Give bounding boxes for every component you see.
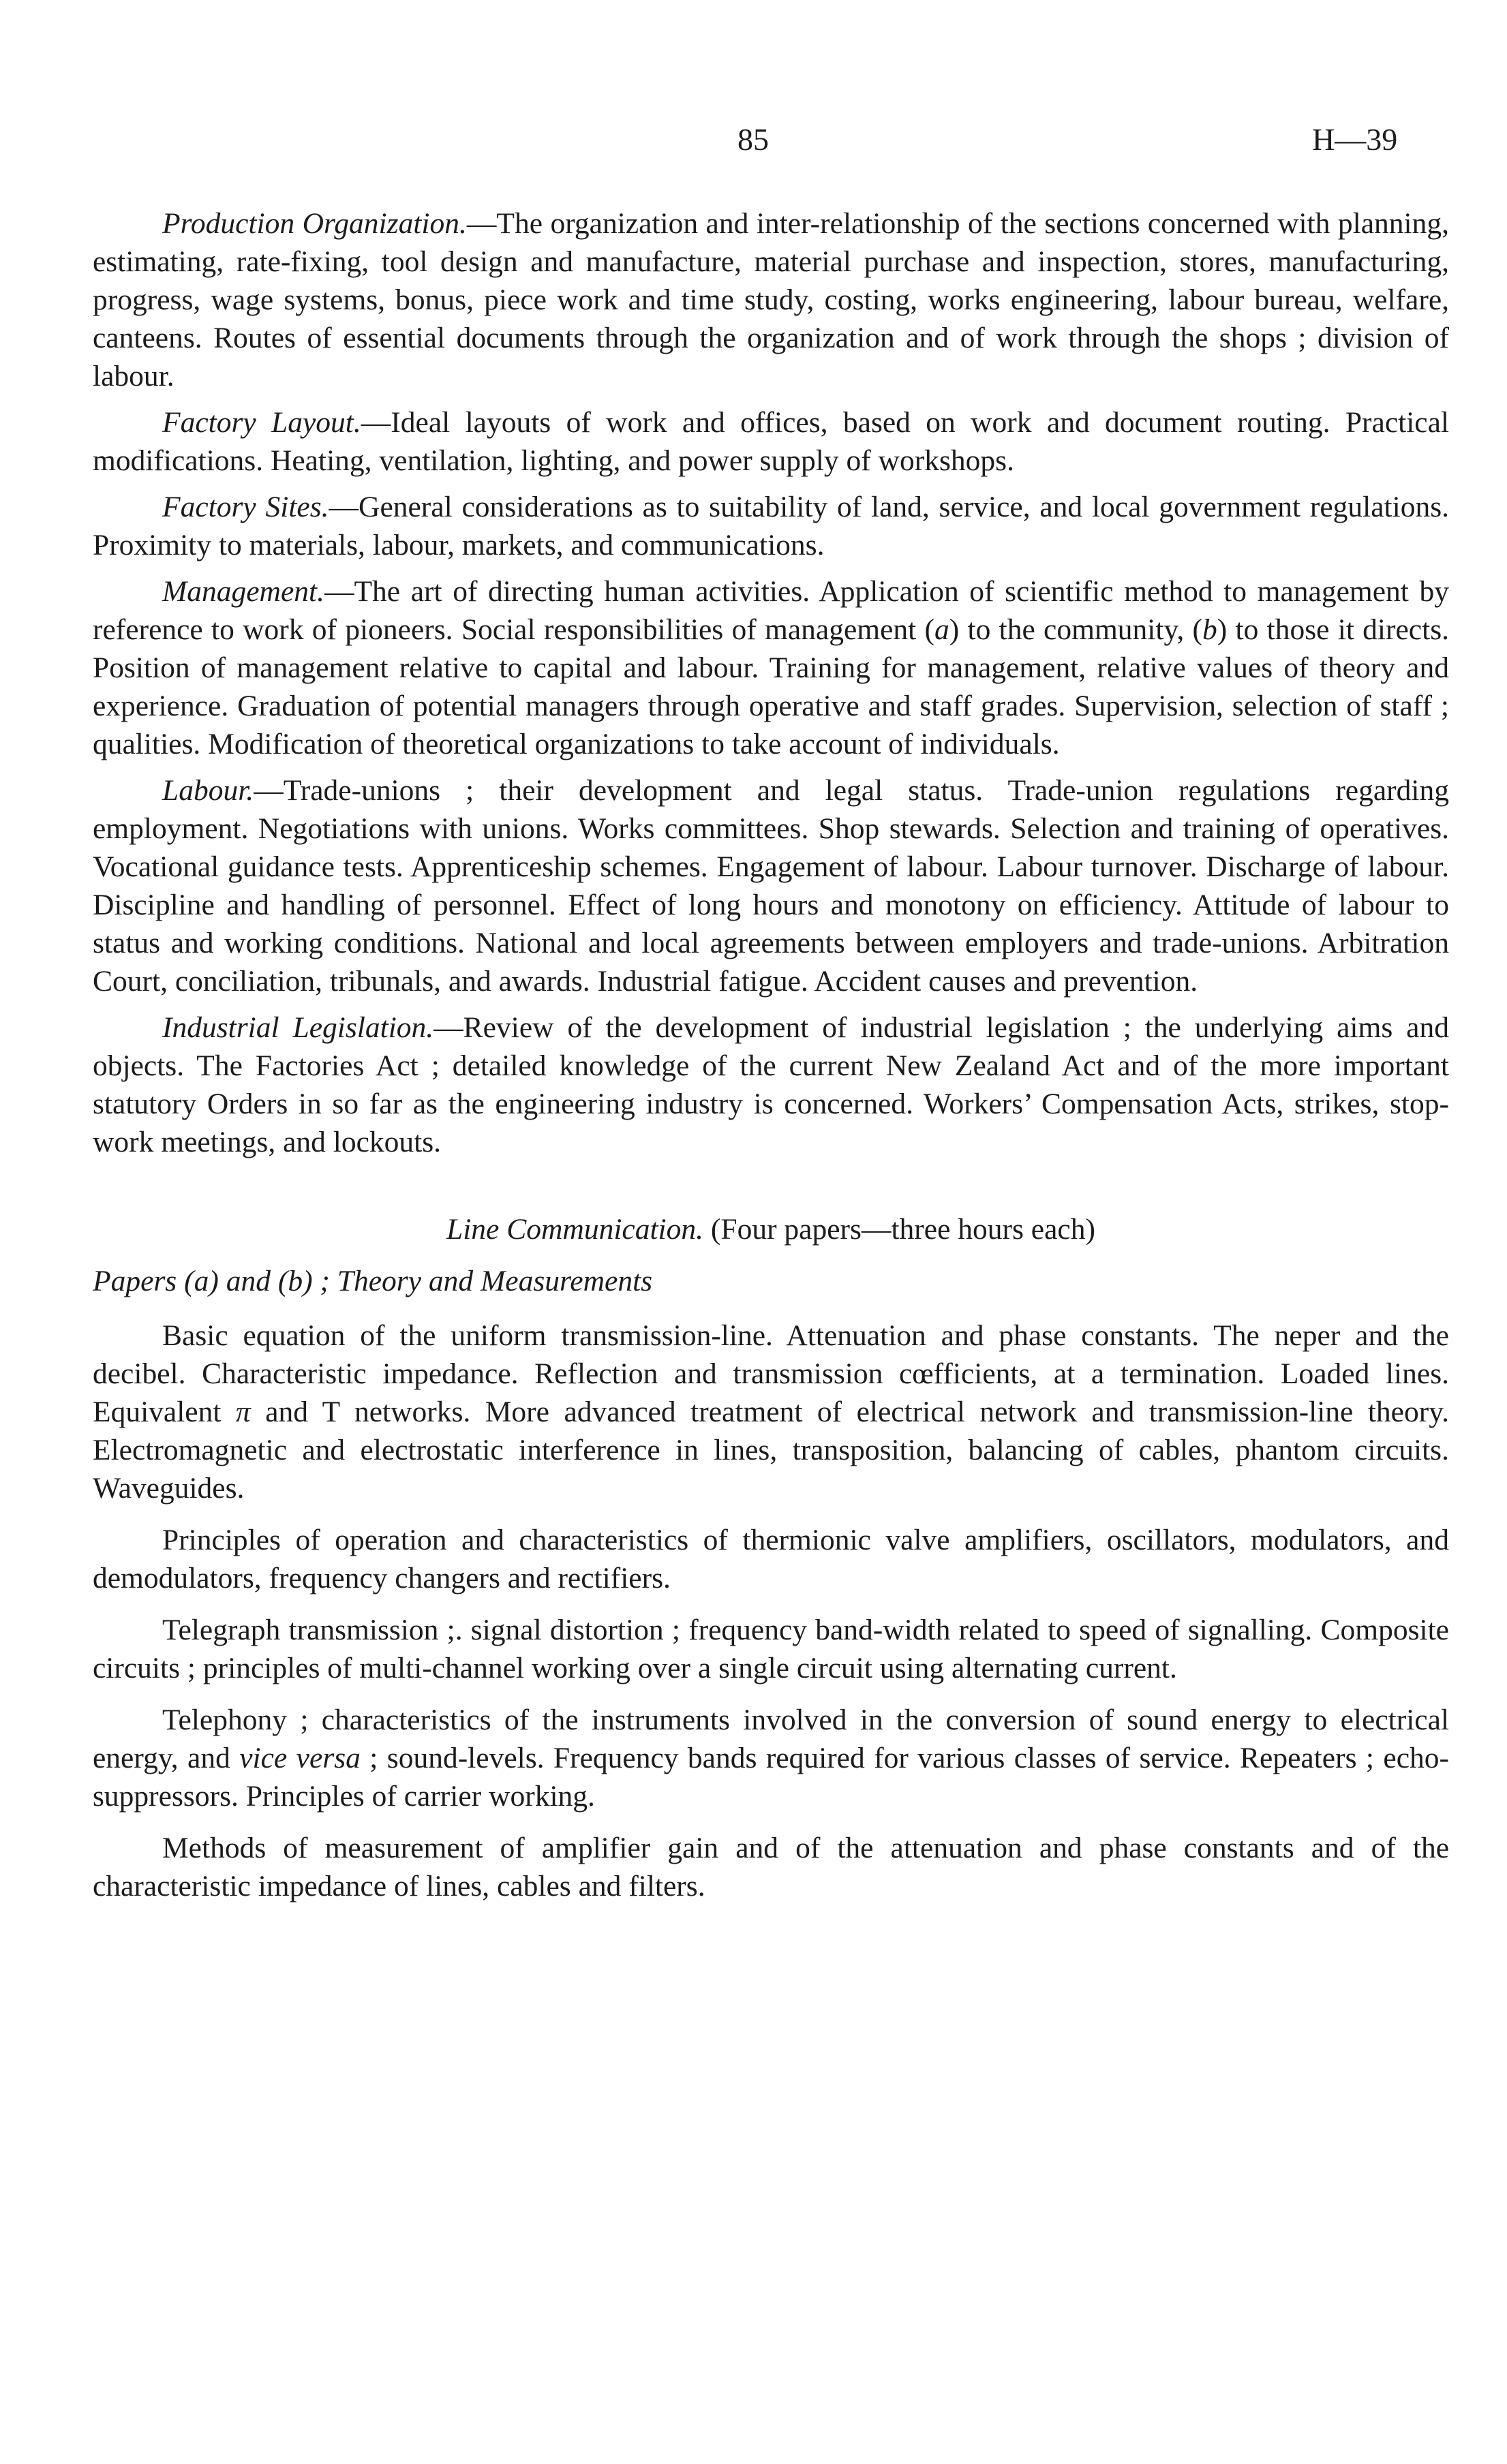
paragraph-factory-layout xyxy=(93,403,1449,480)
paragraph-measurement-methods xyxy=(93,1829,1449,1905)
paragraph-text: —General considerations as to suitability of land, service, and local government regulations. Proximity to materials, labour, markets, and communications. xyxy=(93,491,1449,561)
paragraph-thermionic-valves xyxy=(93,1521,1449,1597)
paragraph-text: Telephony ; characteristics of the instruments involved in the conversion of sound energy to electrical energy, and xyxy=(93,1704,1449,1774)
paragraph-text: —The organization and inter-relationship of the sections concerned with planning, estimating, rate-fixing, tool design and manufacture, material purchase and inspection, stores, manufacturing, progress, wage systems, bonus, piece work and time study, costing, works engineering, labour bureau, welfare, canteens. Routes of essential documents through the organization and of work through the shops ; division of labour. xyxy=(93,207,1449,392)
paragraph-text: ; sound-levels. Frequency bands required for various classes of service. Repeaters ; echo-suppressors. Principles of carrier working. xyxy=(93,1742,1449,1813)
body-text xyxy=(93,204,1449,1919)
paragraph-text: ) to those it directs. Position of management relative to capital and labour. Training for management, relative values of theory and experience. Graduation of potential managers through operative and staff grades. Supervision, selection of staff ; qualities. Modification of theoretical organizations to take account of individuals. xyxy=(93,613,1450,760)
paragraph-text: ) to the community, ( xyxy=(949,613,1203,646)
italic-vice-versa: vice versa xyxy=(239,1742,361,1774)
paragraph-telephony xyxy=(93,1701,1449,1815)
paragraph-lead: Factory Layout. xyxy=(162,406,361,439)
section-note: (Four papers—three hours each) xyxy=(710,1213,1095,1246)
section-title: Line Communication. xyxy=(446,1213,704,1246)
italic-letter-b: b xyxy=(1202,613,1217,646)
page-number: 85 xyxy=(737,122,769,157)
paragraph-text: Telegraph transmission ;. signal distortion ; frequency band-width related to speed of signalling. Composite circuits ; principles of multi-channel working over a single circuit using alternating current. xyxy=(93,1614,1449,1684)
paragraph-text: —Ideal layouts of work and offices, based on work and document routing. Practical modifications. Heating, ventilation, lighting, and power supply of workshops. xyxy=(93,406,1449,477)
pi-symbol: π xyxy=(235,1396,251,1428)
paragraph-text: —Review of the development of industrial legislation ; the underlying aims and objects. The Factories Act ; detailed knowledge of the current New Zealand Act and of the more important statutory Orders in so far as the engineering industry is concerned. Workers’ Compensation Acts, strikes, stop-work meetings, and lockouts. xyxy=(93,1011,1449,1158)
paragraph-production-organization xyxy=(93,204,1449,395)
section-subheading: Papers (a) and (b) ; Theory and Measurements xyxy=(93,1265,653,1297)
paragraph-lead: Management. xyxy=(162,575,324,608)
paragraph-text: —Trade-unions ; their development and legal status. Trade-union regulations regarding employment. Negotiations with unions. Works committees. Shop stewards. Selection and training of operatives. Vocational guidance tests. Apprenticeship schemes. Engagement of labour. Labour turnover. Discharge of labour. Discipline and handling of personnel. Effect of long hours and monotony on efficiency. Attitude of labour to status and working conditions. National and local agreements between employers and trade-unions. Arbitration Court, conciliation, tribunals, and awards. Industrial fatigue. Accident causes and prevention. xyxy=(93,774,1449,998)
paragraph-telegraph xyxy=(93,1611,1449,1687)
paragraph-lead: Industrial Legislation. xyxy=(162,1011,434,1044)
paragraph-industrial-legislation xyxy=(93,1008,1449,1161)
page-header xyxy=(0,121,1507,162)
italic-letter-a: a xyxy=(934,613,949,646)
paragraph-factory-sites xyxy=(93,488,1449,564)
paragraph-text: Methods of measurement of amplifier gain and of the attenuation and phase constants and of the characteristic impedance of lines, cables and filters. xyxy=(93,1832,1449,1903)
paragraph-text: Basic equation of the uniform transmission-line. Attenuation and phase constants. The neper and the decibel. Characteristic impedance. Reflection and transmission cœfficients, at a termination. Loaded lines. Equivalent xyxy=(93,1319,1449,1428)
paragraph-lead: Factory Sites. xyxy=(162,491,329,523)
paragraph-text: Principles of operation and characteristics of thermionic valve amplifiers, oscillators, modulators, and demodulators, frequency changers and rectifiers. xyxy=(93,1524,1449,1595)
paragraph-text: —The art of directing human activities. Application of scientific method to management by reference to work of pioneers. Social responsibilities of management ( xyxy=(93,575,1449,646)
section-heading-line-communication xyxy=(93,1210,1449,1248)
paragraph-text: and T networks. More advanced treatment of electrical network and transmission-line theory. Electromagnetic and electrostatic interference in lines, transposition, balancing of cables, phantom circuits. Waveguides. xyxy=(93,1396,1449,1505)
paragraph-labour xyxy=(93,771,1449,1000)
paragraph-lead: Labour. xyxy=(162,774,254,807)
document-reference: H—39 xyxy=(1312,122,1398,157)
paragraph-lead: Production Organization. xyxy=(162,207,467,240)
paragraph-management xyxy=(93,572,1449,763)
paragraph-transmission-line xyxy=(93,1316,1449,1507)
